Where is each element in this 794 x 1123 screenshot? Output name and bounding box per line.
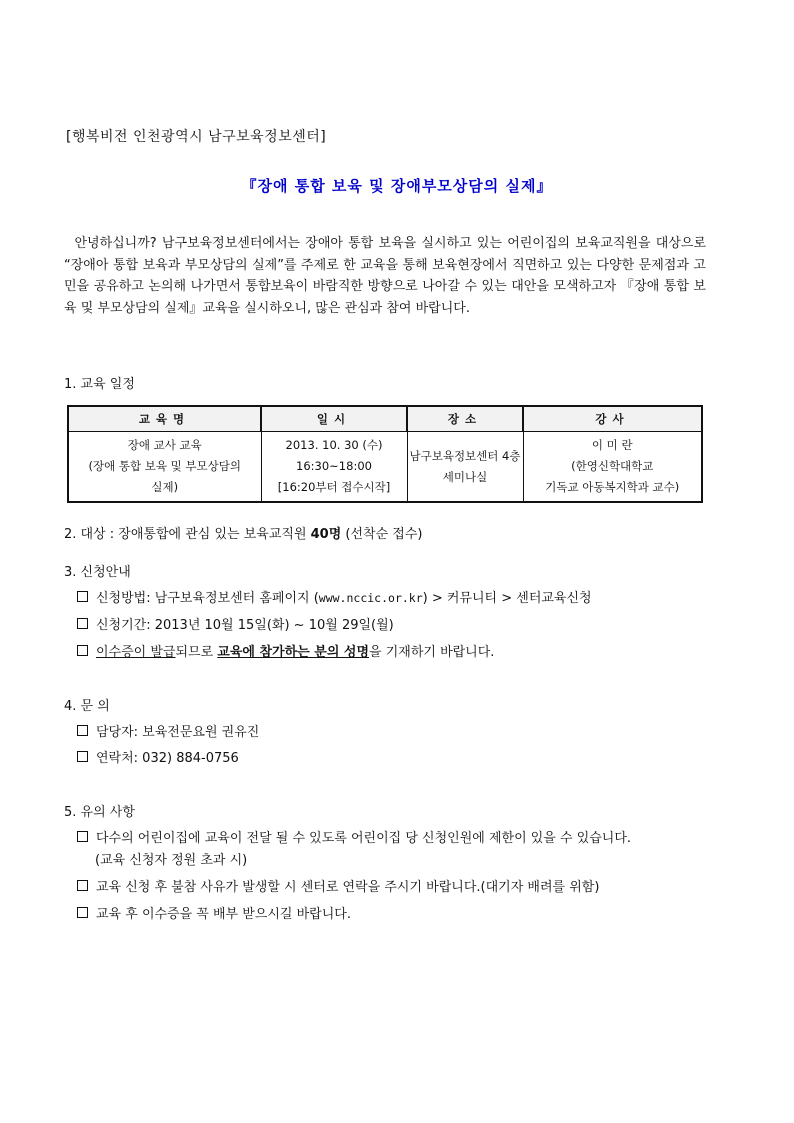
homepage-url: www.nccic.or.kr: [318, 591, 423, 605]
contact-person: [77, 721, 259, 740]
notes-heading: 5. 유의 사항: [64, 805, 135, 820]
target-count: 40명: [310, 527, 342, 542]
table-row: [68, 432, 702, 503]
cell-lecturer: [523, 432, 702, 503]
target-heading: 2. 대상 : 장애통합에 관심 있는 보육교직원: [64, 527, 311, 542]
course-line: 장애 교사 교육: [127, 438, 202, 452]
apply-heading: 3. 신청안내: [64, 565, 131, 580]
apply-period: [77, 614, 394, 633]
intro-text: 안녕하십니까? 남구보육정보센터에서는 장애아 통합 보육을 실시하고 있는 어린이집의 보육교직원을 대상으로 “장애아 통합 보육과 부모상담의 실제”를 주제로 한 교육을 통해 보육현장에서 직면하고 있는 다양한 문제점과 고민을 공유하고 논의해 나가면서 통합보육이 바람직한 방향으로 나아갈 수 있는 대안을 모색하고자 『장애 통합 보육 및 부모상담의 실제』교육을 실시하오니, 많은 관심과 참여 바랍니다.: [64, 236, 707, 316]
note-3-text: 교육 후 이수증을 꼭 배부 받으시길 바랍니다.: [96, 907, 351, 922]
header-place: 장소: [407, 406, 523, 432]
phone-text: 연락처: 032) 884-0756: [96, 751, 239, 766]
period-text: 신청기간: 2013년 10월 15일(화) ~ 10월 29일(월): [96, 618, 394, 633]
note-2: [77, 876, 599, 895]
target-tail: (선착순 접수): [341, 527, 423, 542]
datetime-line: 2013. 10. 30 (수): [285, 438, 383, 452]
table-header-row: [68, 406, 702, 432]
note-1-sub: (교육 신청자 정원 초과 시): [95, 853, 248, 868]
header-course: 교육명: [68, 406, 261, 432]
note-2-text: 교육 신청 후 불참 사유가 발생할 시 센터로 연락을 주시기 바랍니다.(대기자 배려를 위함): [96, 880, 600, 895]
note-3: [77, 903, 351, 922]
cert-bold: 교육에 참가하는 분의 성명: [217, 645, 370, 660]
note-1: [77, 827, 631, 846]
cert-mid: 되므로: [175, 645, 218, 660]
lecturer-line: 기독교 아동복지학과 교수): [545, 480, 680, 494]
checkbox-icon: [77, 751, 88, 762]
target-line: [64, 523, 423, 542]
document-title: 『장애 통합 보육 및 장애부모상담의 실제』: [241, 177, 553, 195]
cert-tail: 을 기재하기 바랍니다.: [369, 645, 495, 660]
lecturer-line: (한영신학대학교: [571, 459, 654, 473]
note-1-text: 다수의 어린이집에 교육이 전달 될 수 있도록 어린이집 당 신청인원에 제한이 있을 수 있습니다.: [96, 831, 632, 846]
header-datetime: 일시: [261, 406, 407, 432]
course-line: (장애 통합 보육 및 부모상담의: [88, 459, 241, 473]
checkbox-icon: [77, 725, 88, 736]
checkbox-icon: [77, 618, 88, 629]
datetime-line: [16:20부터 접수시작]: [277, 480, 391, 494]
contact-heading: 4. 문 의: [64, 699, 110, 714]
cell-place: [407, 432, 523, 503]
checkbox-icon: [77, 645, 88, 656]
method-prefix: 신청방법: 남구보육정보센터 홈페이지 (: [96, 591, 319, 606]
intro-paragraph: [64, 233, 706, 319]
checkbox-icon: [77, 907, 88, 918]
cell-course: [68, 432, 261, 503]
checkbox-icon: [77, 831, 88, 842]
organization-header: [행복비전 인천광역시 남구보육정보센터]: [66, 129, 327, 145]
schedule-heading: 1. 교육 일정: [64, 377, 135, 392]
course-line: 실제): [151, 480, 179, 494]
header-lecturer: 강사: [523, 406, 702, 432]
lecturer-line: 이 미 란: [591, 438, 633, 452]
datetime-line: 16:30~18:00: [296, 459, 372, 473]
cell-datetime: [261, 432, 407, 503]
schedule-table: [67, 405, 703, 503]
place-line: 남구보육정보센터 4층: [409, 448, 521, 463]
person-text: 담당자: 보육전문요원 권유진: [96, 725, 260, 740]
method-suffix: ) > 커뮤니티 > 센터교육신청: [422, 591, 592, 606]
cert-underlined: 이수증이 발급: [96, 645, 176, 660]
checkbox-icon: [77, 591, 88, 602]
place-line: 세미나실: [442, 469, 488, 484]
contact-phone: [77, 747, 239, 766]
checkbox-icon: [77, 880, 88, 891]
apply-method: [77, 587, 592, 606]
apply-certificate: [77, 641, 494, 660]
